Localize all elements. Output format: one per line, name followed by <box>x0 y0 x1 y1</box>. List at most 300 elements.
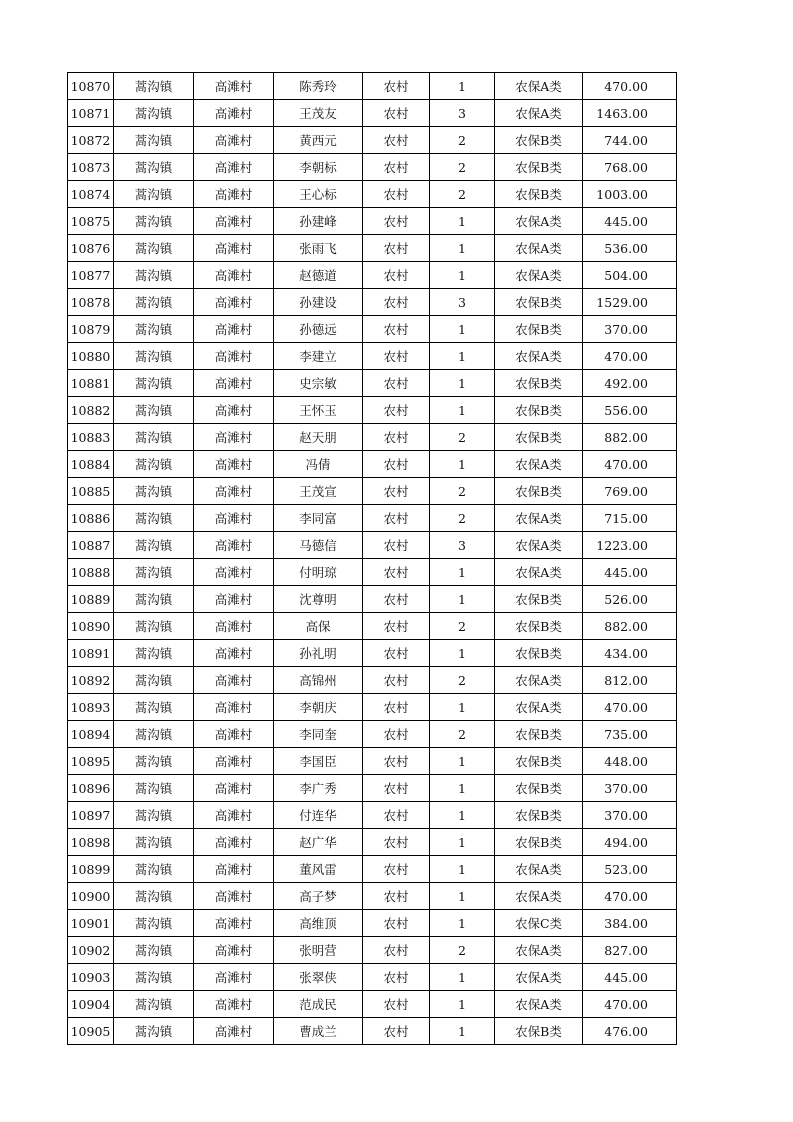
member-count-cell: 2 <box>430 154 495 181</box>
category-cell: 农保A类 <box>495 856 583 883</box>
amount-cell: 434.00 <box>583 640 677 667</box>
member-count-cell: 2 <box>430 937 495 964</box>
village-cell: 高滩村 <box>194 829 274 856</box>
category-cell: 农保B类 <box>495 640 583 667</box>
household-type-cell: 农村 <box>363 883 430 910</box>
member-count-cell: 2 <box>430 613 495 640</box>
town-cell: 蒿沟镇 <box>114 235 194 262</box>
table-row <box>68 127 677 154</box>
table-row <box>68 181 677 208</box>
village-cell: 高滩村 <box>194 748 274 775</box>
category-cell: 农保B类 <box>495 829 583 856</box>
name-cell: 高保 <box>274 613 363 640</box>
member-count-cell: 1 <box>430 262 495 289</box>
amount-cell: 494.00 <box>583 829 677 856</box>
table-row <box>68 505 677 532</box>
village-cell: 高滩村 <box>194 667 274 694</box>
record-id-cell: 10899 <box>68 856 114 883</box>
category-cell: 农保B类 <box>495 370 583 397</box>
name-cell: 王怀玉 <box>274 397 363 424</box>
category-cell: 农保B类 <box>495 181 583 208</box>
table-row <box>68 532 677 559</box>
town-cell: 蒿沟镇 <box>114 424 194 451</box>
amount-cell: 370.00 <box>583 775 677 802</box>
table-row <box>68 235 677 262</box>
town-cell: 蒿沟镇 <box>114 289 194 316</box>
amount-cell: 384.00 <box>583 910 677 937</box>
town-cell: 蒿沟镇 <box>114 532 194 559</box>
name-cell: 孙德远 <box>274 316 363 343</box>
member-count-cell: 2 <box>430 505 495 532</box>
amount-cell: 370.00 <box>583 802 677 829</box>
record-id-cell: 10875 <box>68 208 114 235</box>
household-type-cell: 农村 <box>363 640 430 667</box>
name-cell: 李同富 <box>274 505 363 532</box>
record-id-cell: 10905 <box>68 1018 114 1045</box>
member-count-cell: 1 <box>430 235 495 262</box>
record-id-cell: 10892 <box>68 667 114 694</box>
category-cell: 农保C类 <box>495 910 583 937</box>
table-row <box>68 856 677 883</box>
household-type-cell: 农村 <box>363 748 430 775</box>
amount-cell: 445.00 <box>583 208 677 235</box>
record-id-cell: 10882 <box>68 397 114 424</box>
record-id-cell: 10903 <box>68 964 114 991</box>
village-cell: 高滩村 <box>194 856 274 883</box>
category-cell: 农保B类 <box>495 289 583 316</box>
name-cell: 曹成兰 <box>274 1018 363 1045</box>
amount-cell: 744.00 <box>583 127 677 154</box>
town-cell: 蒿沟镇 <box>114 667 194 694</box>
name-cell: 董风雷 <box>274 856 363 883</box>
category-cell: 农保A类 <box>495 532 583 559</box>
name-cell: 张明营 <box>274 937 363 964</box>
table-row <box>68 73 677 100</box>
village-cell: 高滩村 <box>194 73 274 100</box>
record-id-cell: 10887 <box>68 532 114 559</box>
member-count-cell: 1 <box>430 1018 495 1045</box>
village-cell: 高滩村 <box>194 613 274 640</box>
household-type-cell: 农村 <box>363 505 430 532</box>
category-cell: 农保A类 <box>495 208 583 235</box>
town-cell: 蒿沟镇 <box>114 775 194 802</box>
table-row <box>68 775 677 802</box>
category-cell: 农保B类 <box>495 721 583 748</box>
record-id-cell: 10893 <box>68 694 114 721</box>
member-count-cell: 2 <box>430 667 495 694</box>
record-id-cell: 10876 <box>68 235 114 262</box>
category-cell: 农保B类 <box>495 775 583 802</box>
record-id-cell: 10895 <box>68 748 114 775</box>
table-row <box>68 802 677 829</box>
member-count-cell: 3 <box>430 289 495 316</box>
member-count-cell: 1 <box>430 991 495 1018</box>
member-count-cell: 1 <box>430 397 495 424</box>
table-row <box>68 829 677 856</box>
amount-cell: 470.00 <box>583 451 677 478</box>
category-cell: 农保B类 <box>495 802 583 829</box>
village-cell: 高滩村 <box>194 559 274 586</box>
amount-cell: 536.00 <box>583 235 677 262</box>
town-cell: 蒿沟镇 <box>114 559 194 586</box>
amount-cell: 523.00 <box>583 856 677 883</box>
amount-cell: 1223.00 <box>583 532 677 559</box>
name-cell: 高锦州 <box>274 667 363 694</box>
household-type-cell: 农村 <box>363 478 430 505</box>
member-count-cell: 1 <box>430 802 495 829</box>
household-type-cell: 农村 <box>363 181 430 208</box>
village-cell: 高滩村 <box>194 694 274 721</box>
village-cell: 高滩村 <box>194 100 274 127</box>
town-cell: 蒿沟镇 <box>114 910 194 937</box>
name-cell: 王心标 <box>274 181 363 208</box>
town-cell: 蒿沟镇 <box>114 694 194 721</box>
amount-cell: 470.00 <box>583 343 677 370</box>
town-cell: 蒿沟镇 <box>114 748 194 775</box>
name-cell: 张雨飞 <box>274 235 363 262</box>
village-cell: 高滩村 <box>194 721 274 748</box>
household-type-cell: 农村 <box>363 262 430 289</box>
record-id-cell: 10871 <box>68 100 114 127</box>
record-id-cell: 10881 <box>68 370 114 397</box>
category-cell: 农保B类 <box>495 586 583 613</box>
village-cell: 高滩村 <box>194 640 274 667</box>
table-row <box>68 370 677 397</box>
amount-cell: 370.00 <box>583 316 677 343</box>
village-cell: 高滩村 <box>194 586 274 613</box>
category-cell: 农保B类 <box>495 397 583 424</box>
town-cell: 蒿沟镇 <box>114 640 194 667</box>
member-count-cell: 1 <box>430 370 495 397</box>
village-cell: 高滩村 <box>194 424 274 451</box>
town-cell: 蒿沟镇 <box>114 100 194 127</box>
roster-table-body <box>68 73 677 1045</box>
record-id-cell: 10897 <box>68 802 114 829</box>
category-cell: 农保A类 <box>495 694 583 721</box>
town-cell: 蒿沟镇 <box>114 829 194 856</box>
member-count-cell: 2 <box>430 181 495 208</box>
member-count-cell: 3 <box>430 532 495 559</box>
name-cell: 陈秀玲 <box>274 73 363 100</box>
table-row <box>68 208 677 235</box>
category-cell: 农保A类 <box>495 883 583 910</box>
member-count-cell: 1 <box>430 883 495 910</box>
village-cell: 高滩村 <box>194 937 274 964</box>
household-type-cell: 农村 <box>363 451 430 478</box>
table-row <box>68 1018 677 1045</box>
amount-cell: 882.00 <box>583 424 677 451</box>
table-row <box>68 316 677 343</box>
household-type-cell: 农村 <box>363 910 430 937</box>
amount-cell: 470.00 <box>583 73 677 100</box>
category-cell: 农保A类 <box>495 73 583 100</box>
name-cell: 李朝标 <box>274 154 363 181</box>
amount-cell: 526.00 <box>583 586 677 613</box>
town-cell: 蒿沟镇 <box>114 586 194 613</box>
household-type-cell: 农村 <box>363 397 430 424</box>
household-type-cell: 农村 <box>363 559 430 586</box>
town-cell: 蒿沟镇 <box>114 127 194 154</box>
village-cell: 高滩村 <box>194 451 274 478</box>
village-cell: 高滩村 <box>194 1018 274 1045</box>
town-cell: 蒿沟镇 <box>114 208 194 235</box>
household-type-cell: 农村 <box>363 613 430 640</box>
town-cell: 蒿沟镇 <box>114 73 194 100</box>
village-cell: 高滩村 <box>194 343 274 370</box>
table-row <box>68 343 677 370</box>
village-cell: 高滩村 <box>194 397 274 424</box>
name-cell: 王茂友 <box>274 100 363 127</box>
category-cell: 农保B类 <box>495 424 583 451</box>
amount-cell: 812.00 <box>583 667 677 694</box>
amount-cell: 769.00 <box>583 478 677 505</box>
table-row <box>68 451 677 478</box>
category-cell: 农保A类 <box>495 937 583 964</box>
town-cell: 蒿沟镇 <box>114 316 194 343</box>
table-row <box>68 667 677 694</box>
member-count-cell: 2 <box>430 424 495 451</box>
household-type-cell: 农村 <box>363 343 430 370</box>
table-row <box>68 748 677 775</box>
amount-cell: 445.00 <box>583 559 677 586</box>
name-cell: 冯倩 <box>274 451 363 478</box>
village-cell: 高滩村 <box>194 181 274 208</box>
record-id-cell: 10900 <box>68 883 114 910</box>
town-cell: 蒿沟镇 <box>114 451 194 478</box>
member-count-cell: 1 <box>430 829 495 856</box>
record-id-cell: 10883 <box>68 424 114 451</box>
record-id-cell: 10886 <box>68 505 114 532</box>
village-cell: 高滩村 <box>194 316 274 343</box>
name-cell: 李同奎 <box>274 721 363 748</box>
name-cell: 高维顶 <box>274 910 363 937</box>
name-cell: 沈尊明 <box>274 586 363 613</box>
amount-cell: 476.00 <box>583 1018 677 1045</box>
table-row <box>68 424 677 451</box>
village-cell: 高滩村 <box>194 235 274 262</box>
category-cell: 农保B类 <box>495 316 583 343</box>
village-cell: 高滩村 <box>194 208 274 235</box>
record-id-cell: 10878 <box>68 289 114 316</box>
household-type-cell: 农村 <box>363 532 430 559</box>
category-cell: 农保B类 <box>495 748 583 775</box>
name-cell: 赵广华 <box>274 829 363 856</box>
household-type-cell: 农村 <box>363 694 430 721</box>
record-id-cell: 10889 <box>68 586 114 613</box>
member-count-cell: 1 <box>430 208 495 235</box>
record-id-cell: 10873 <box>68 154 114 181</box>
household-type-cell: 农村 <box>363 937 430 964</box>
name-cell: 孙建峰 <box>274 208 363 235</box>
table-row <box>68 910 677 937</box>
household-type-cell: 农村 <box>363 829 430 856</box>
category-cell: 农保B类 <box>495 127 583 154</box>
name-cell: 马德信 <box>274 532 363 559</box>
category-cell: 农保A类 <box>495 451 583 478</box>
category-cell: 农保A类 <box>495 343 583 370</box>
record-id-cell: 10894 <box>68 721 114 748</box>
amount-cell: 1463.00 <box>583 100 677 127</box>
member-count-cell: 1 <box>430 694 495 721</box>
table-row <box>68 154 677 181</box>
town-cell: 蒿沟镇 <box>114 370 194 397</box>
table-row <box>68 883 677 910</box>
member-count-cell: 1 <box>430 775 495 802</box>
member-count-cell: 1 <box>430 856 495 883</box>
record-id-cell: 10872 <box>68 127 114 154</box>
town-cell: 蒿沟镇 <box>114 802 194 829</box>
category-cell: 农保A类 <box>495 559 583 586</box>
village-cell: 高滩村 <box>194 370 274 397</box>
table-row <box>68 289 677 316</box>
household-type-cell: 农村 <box>363 100 430 127</box>
town-cell: 蒿沟镇 <box>114 397 194 424</box>
member-count-cell: 1 <box>430 343 495 370</box>
town-cell: 蒿沟镇 <box>114 964 194 991</box>
name-cell: 孙建设 <box>274 289 363 316</box>
category-cell: 农保B类 <box>495 478 583 505</box>
member-count-cell: 2 <box>430 721 495 748</box>
record-id-cell: 10904 <box>68 991 114 1018</box>
town-cell: 蒿沟镇 <box>114 181 194 208</box>
name-cell: 李广秀 <box>274 775 363 802</box>
name-cell: 赵天朋 <box>274 424 363 451</box>
member-count-cell: 1 <box>430 73 495 100</box>
name-cell: 李朝庆 <box>274 694 363 721</box>
village-cell: 高滩村 <box>194 964 274 991</box>
name-cell: 范成民 <box>274 991 363 1018</box>
amount-cell: 556.00 <box>583 397 677 424</box>
name-cell: 史宗敏 <box>274 370 363 397</box>
name-cell: 张翠侠 <box>274 964 363 991</box>
record-id-cell: 10902 <box>68 937 114 964</box>
name-cell: 高子梦 <box>274 883 363 910</box>
village-cell: 高滩村 <box>194 478 274 505</box>
table-row <box>68 586 677 613</box>
amount-cell: 882.00 <box>583 613 677 640</box>
town-cell: 蒿沟镇 <box>114 883 194 910</box>
category-cell: 农保B类 <box>495 154 583 181</box>
record-id-cell: 10901 <box>68 910 114 937</box>
village-cell: 高滩村 <box>194 802 274 829</box>
record-id-cell: 10898 <box>68 829 114 856</box>
category-cell: 农保A类 <box>495 505 583 532</box>
household-type-cell: 农村 <box>363 964 430 991</box>
category-cell: 农保B类 <box>495 1018 583 1045</box>
village-cell: 高滩村 <box>194 532 274 559</box>
table-row <box>68 964 677 991</box>
record-id-cell: 10870 <box>68 73 114 100</box>
category-cell: 农保A类 <box>495 991 583 1018</box>
household-type-cell: 农村 <box>363 586 430 613</box>
member-count-cell: 3 <box>430 100 495 127</box>
table-row <box>68 721 677 748</box>
name-cell: 赵德道 <box>274 262 363 289</box>
member-count-cell: 1 <box>430 316 495 343</box>
table-row <box>68 478 677 505</box>
amount-cell: 1003.00 <box>583 181 677 208</box>
town-cell: 蒿沟镇 <box>114 1018 194 1045</box>
town-cell: 蒿沟镇 <box>114 937 194 964</box>
amount-cell: 827.00 <box>583 937 677 964</box>
category-cell: 农保A类 <box>495 667 583 694</box>
household-type-cell: 农村 <box>363 424 430 451</box>
category-cell: 农保B类 <box>495 613 583 640</box>
village-cell: 高滩村 <box>194 910 274 937</box>
amount-cell: 1529.00 <box>583 289 677 316</box>
village-cell: 高滩村 <box>194 775 274 802</box>
amount-cell: 768.00 <box>583 154 677 181</box>
record-id-cell: 10874 <box>68 181 114 208</box>
village-cell: 高滩村 <box>194 262 274 289</box>
record-id-cell: 10890 <box>68 613 114 640</box>
record-id-cell: 10877 <box>68 262 114 289</box>
household-type-cell: 农村 <box>363 1018 430 1045</box>
table-row <box>68 613 677 640</box>
table-row <box>68 991 677 1018</box>
town-cell: 蒿沟镇 <box>114 154 194 181</box>
record-id-cell: 10888 <box>68 559 114 586</box>
household-type-cell: 农村 <box>363 802 430 829</box>
town-cell: 蒿沟镇 <box>114 856 194 883</box>
record-id-cell: 10880 <box>68 343 114 370</box>
category-cell: 农保A类 <box>495 100 583 127</box>
amount-cell: 492.00 <box>583 370 677 397</box>
record-id-cell: 10879 <box>68 316 114 343</box>
amount-cell: 470.00 <box>583 991 677 1018</box>
town-cell: 蒿沟镇 <box>114 505 194 532</box>
town-cell: 蒿沟镇 <box>114 721 194 748</box>
village-cell: 高滩村 <box>194 154 274 181</box>
amount-cell: 715.00 <box>583 505 677 532</box>
table-row <box>68 559 677 586</box>
household-type-cell: 农村 <box>363 316 430 343</box>
household-type-cell: 农村 <box>363 289 430 316</box>
member-count-cell: 1 <box>430 964 495 991</box>
household-type-cell: 农村 <box>363 721 430 748</box>
village-cell: 高滩村 <box>194 883 274 910</box>
amount-cell: 470.00 <box>583 694 677 721</box>
name-cell: 付明琼 <box>274 559 363 586</box>
household-type-cell: 农村 <box>363 154 430 181</box>
name-cell: 孙礼明 <box>274 640 363 667</box>
household-type-cell: 农村 <box>363 991 430 1018</box>
table-row <box>68 397 677 424</box>
town-cell: 蒿沟镇 <box>114 262 194 289</box>
record-id-cell: 10891 <box>68 640 114 667</box>
amount-cell: 735.00 <box>583 721 677 748</box>
amount-cell: 504.00 <box>583 262 677 289</box>
category-cell: 农保A类 <box>495 964 583 991</box>
household-type-cell: 农村 <box>363 370 430 397</box>
table-row <box>68 937 677 964</box>
record-id-cell: 10884 <box>68 451 114 478</box>
household-type-cell: 农村 <box>363 667 430 694</box>
household-type-cell: 农村 <box>363 775 430 802</box>
member-count-cell: 2 <box>430 478 495 505</box>
village-cell: 高滩村 <box>194 289 274 316</box>
village-cell: 高滩村 <box>194 991 274 1018</box>
member-count-cell: 2 <box>430 127 495 154</box>
town-cell: 蒿沟镇 <box>114 613 194 640</box>
town-cell: 蒿沟镇 <box>114 343 194 370</box>
household-type-cell: 农村 <box>363 856 430 883</box>
name-cell: 李建立 <box>274 343 363 370</box>
record-id-cell: 10885 <box>68 478 114 505</box>
table-row <box>68 694 677 721</box>
name-cell: 王茂宣 <box>274 478 363 505</box>
member-count-cell: 1 <box>430 910 495 937</box>
